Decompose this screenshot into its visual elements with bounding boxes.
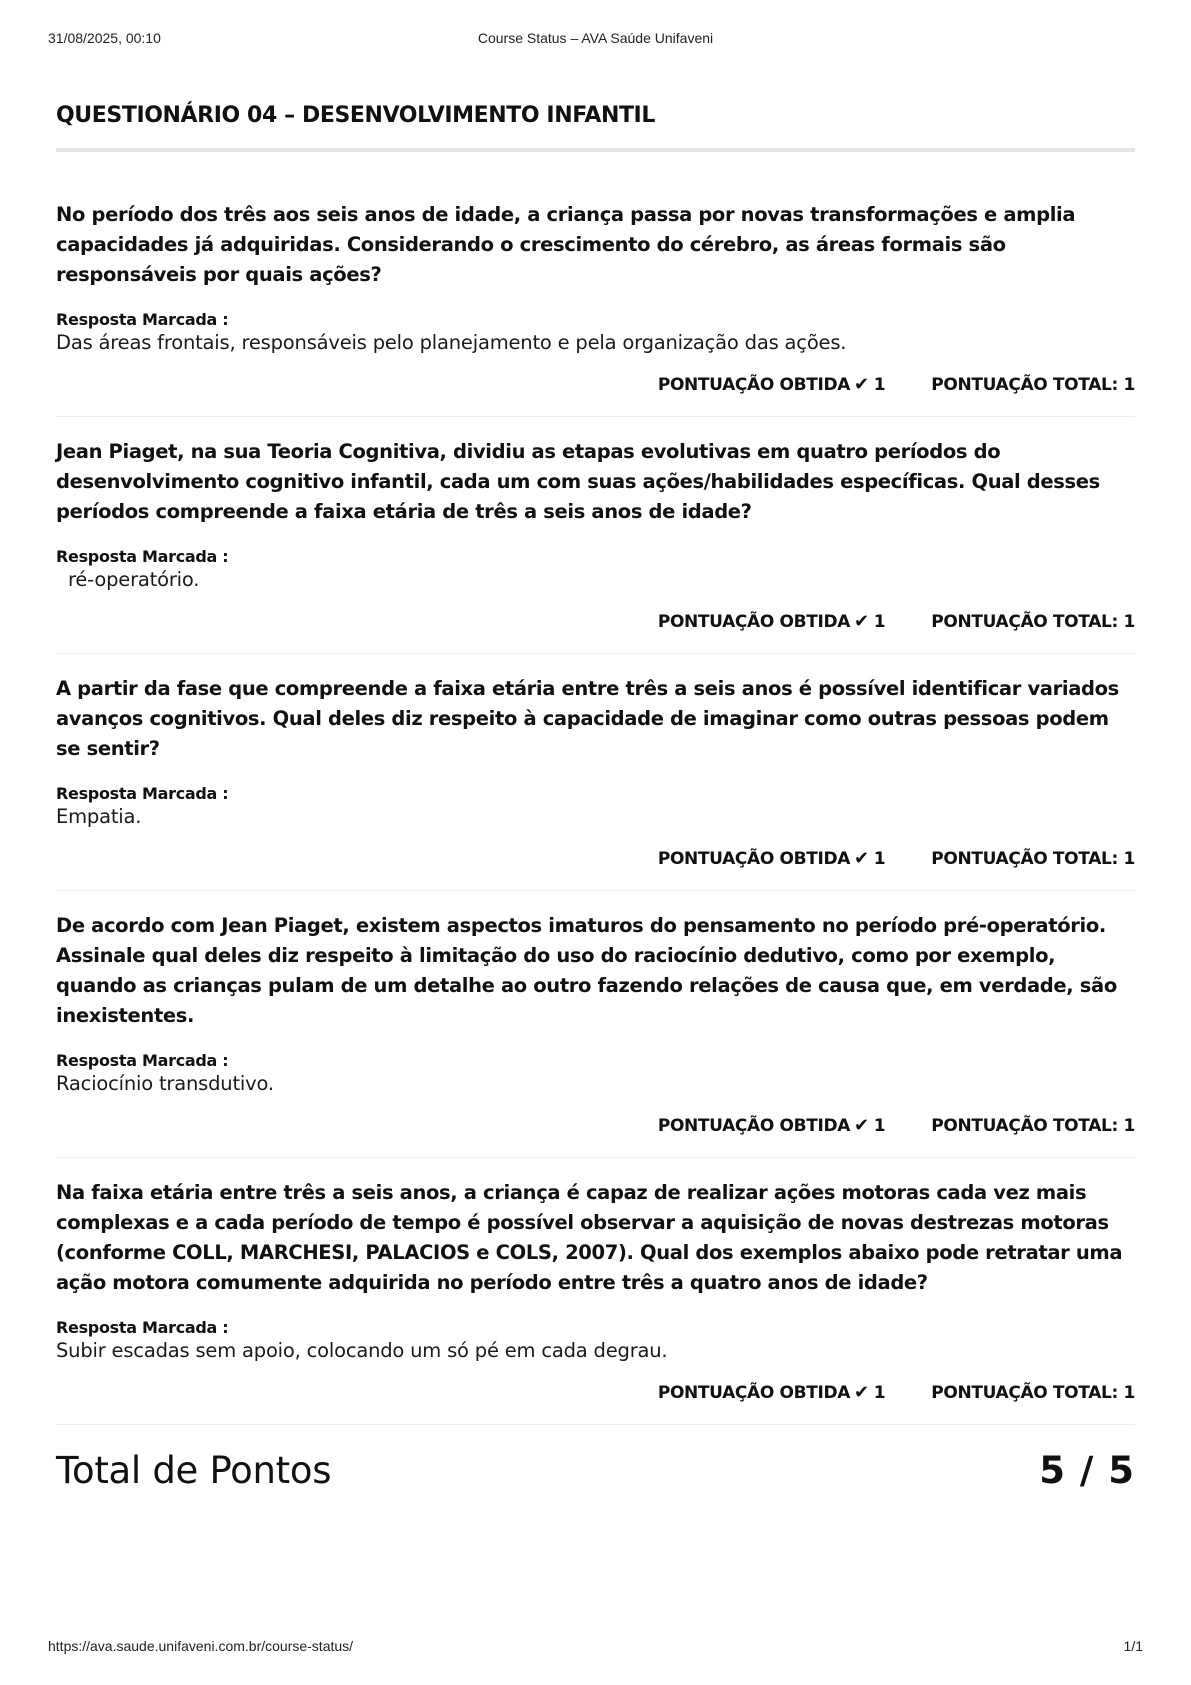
check-icon: ✔ bbox=[854, 1115, 869, 1136]
score-obtained-value: 1 bbox=[873, 1383, 886, 1403]
total-row bbox=[56, 1449, 1135, 1492]
check-icon: ✔ bbox=[854, 374, 869, 395]
score-row bbox=[56, 1382, 1135, 1424]
score-total: PONTUAÇÃO TOTAL: 1 bbox=[931, 612, 1135, 632]
score-total: PONTUAÇÃO TOTAL: 1 bbox=[931, 1116, 1135, 1136]
score-obtained-value: 1 bbox=[873, 612, 886, 632]
answer-label: Resposta Marcada : bbox=[56, 547, 229, 566]
answer-text: Subir escadas sem apoio, colocando um só pé em cada degrau. bbox=[56, 1339, 668, 1362]
print-url: https://ava.saude.unifaveni.com.br/course-status/ bbox=[48, 1638, 354, 1654]
score-obtained-label: PONTUAÇÃO OBTIDA bbox=[657, 849, 851, 869]
question-3 bbox=[56, 674, 1135, 891]
answer-label: Resposta Marcada : bbox=[56, 1318, 229, 1337]
print-page-title: Course Status – AVA Saúde Unifaveni bbox=[477, 30, 714, 46]
check-icon: ✔ bbox=[854, 611, 869, 632]
print-page-number: 1/1 bbox=[1123, 1638, 1143, 1654]
score-obtained-label: PONTUAÇÃO OBTIDA bbox=[657, 1116, 851, 1136]
answer-label: Resposta Marcada : bbox=[56, 784, 229, 803]
answer-text: Empatia. bbox=[56, 805, 142, 828]
question-5 bbox=[56, 1178, 1135, 1425]
score-total: PONTUAÇÃO TOTAL: 1 bbox=[931, 849, 1135, 869]
answer-label: Resposta Marcada : bbox=[56, 1051, 229, 1070]
score-obtained bbox=[658, 611, 885, 633]
question-4 bbox=[56, 911, 1135, 1158]
score-obtained bbox=[658, 1115, 885, 1137]
answer-label: Resposta Marcada : bbox=[56, 310, 229, 329]
total-label: Total de Pontos bbox=[56, 1449, 332, 1492]
score-row bbox=[56, 611, 1135, 653]
score-obtained-value: 1 bbox=[873, 849, 886, 869]
score-obtained-label: PONTUAÇÃO OBTIDA bbox=[657, 612, 851, 632]
score-row bbox=[56, 848, 1135, 890]
score-row bbox=[56, 1115, 1135, 1157]
score-obtained-label: PONTUAÇÃO OBTIDA bbox=[657, 375, 851, 395]
score-obtained-value: 1 bbox=[873, 375, 886, 395]
quiz-title: QUESTIONÁRIO 04 – DESENVOLVIMENTO INFANTIL bbox=[56, 102, 1135, 152]
answer-text: ré-operatório. bbox=[68, 568, 200, 591]
score-row bbox=[56, 374, 1135, 416]
check-icon: ✔ bbox=[854, 848, 869, 869]
score-total: PONTUAÇÃO TOTAL: 1 bbox=[931, 375, 1135, 395]
total-value: 5 / 5 bbox=[1039, 1449, 1135, 1492]
question-text: Jean Piaget, na sua Teoria Cognitiva, dividiu as etapas evolutivas em quatro períodos do desenvolvimento cognitivo infantil, cada um com suas ações/habilidades específicas. Qual desses períodos compreende a faixa etária de três a seis anos de idade? bbox=[56, 440, 1100, 523]
answer-text: Das áreas frontais, responsáveis pelo planejamento e pela organização das ações. bbox=[56, 331, 847, 354]
question-text: Na faixa etária entre três a seis anos, a criança é capaz de realizar ações motoras cada vez mais complexas e a cada período de tempo é possível observar a aquisição de novas destrezas motoras (conforme COLL, MARCHESI, PALACIOS e COLS, 2007). Qual dos exemplos abaixo pode retratar uma ação motora comumente adquirida no período entre três a quatro anos de idade? bbox=[56, 1181, 1123, 1294]
print-footer bbox=[48, 1638, 1143, 1656]
score-obtained bbox=[658, 1382, 885, 1404]
check-icon: ✔ bbox=[854, 1382, 869, 1403]
question-1 bbox=[56, 200, 1135, 417]
score-obtained-value: 1 bbox=[873, 1116, 886, 1136]
score-obtained bbox=[658, 848, 885, 870]
question-2 bbox=[56, 437, 1135, 654]
question-text: De acordo com Jean Piaget, existem aspectos imaturos do pensamento no período pré-operatório. Assinale qual deles diz respeito à limitação do uso do raciocínio dedutivo, como por exemplo, quando as crianças pulam de um detalhe ao outro fazendo relações de causa que, em verdade, são inexistentes. bbox=[56, 914, 1117, 1027]
score-total: PONTUAÇÃO TOTAL: 1 bbox=[931, 1383, 1135, 1403]
answer-text: Raciocínio transdutivo. bbox=[56, 1072, 274, 1095]
question-text: No período dos três aos seis anos de idade, a criança passa por novas transformações e amplia capacidades já adquiridas. Considerando o crescimento do cérebro, as áreas formais são responsáveis por quais ações? bbox=[56, 203, 1076, 286]
question-text: A partir da fase que compreende a faixa etária entre três a seis anos é possível identificar variados avanços cognitivos. Qual deles diz respeito à capacidade de imaginar como outras pessoas podem se sentir? bbox=[56, 677, 1119, 760]
score-obtained-label: PONTUAÇÃO OBTIDA bbox=[657, 1383, 851, 1403]
score-obtained bbox=[658, 374, 885, 396]
print-datetime: 31/08/2025, 00:10 bbox=[48, 30, 161, 46]
quiz-content bbox=[56, 102, 1135, 1492]
print-header bbox=[48, 30, 1143, 48]
